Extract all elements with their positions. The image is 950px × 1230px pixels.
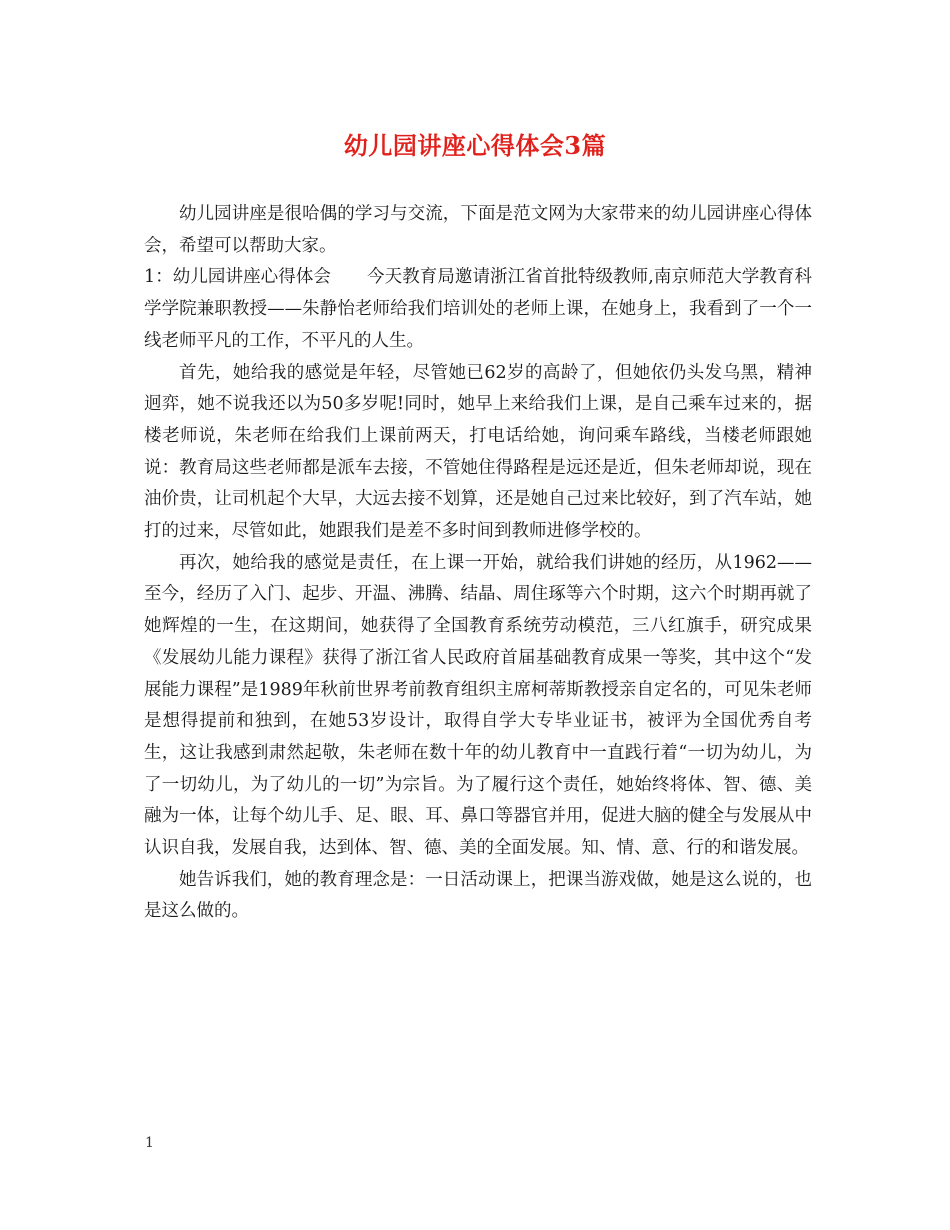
- paragraph-first: 首先，她给我的感觉是年轻，尽管她已62岁的高龄了，但她依仍头发乌黑，精神迥弈，她不说我还以为50多岁呢!同时，她早上来给我们上课，是自己乘车过来的，据楼老师说，朱老师在给我们上课前两天，打电话给她，询问乘车路线，当楼老师跟她说：教育局这些老师都是派车去接，不管她住得路程是远还是近，但朱老师却说，现在油价贵，让司机起个大早，大远去接不划算，还是她自己过来比较好，到了汽车站，她打的过来，尽管如此，她跟我们是差不多时间到教师进修学校的。: [144, 362, 812, 542]
- section-1-heading: 1：幼儿园讲座心得体会: [144, 267, 331, 288]
- intro-paragraph: 幼儿园讲座是很哈偶的学习与交流，下面是范文网为大家带来的幼儿园讲座心得体会，希望可以帮助大家。: [144, 204, 812, 256]
- page-number: 1: [145, 1135, 154, 1151]
- document-title: 幼儿园讲座心得体会3篇: [343, 131, 607, 160]
- paragraph-third: 她告诉我们，她的教育理念是：一日活动课上，把课当游戏做，她是这么说的，也是这么做的。: [144, 869, 812, 922]
- paragraph-second: 再次，她给我的感觉是责任，在上课一开始，就给我们讲她的经历，从1962——至今，经历了入门、起步、开温、沸腾、结晶、周住琢等六个时期，这六个时期再就了她辉煌的一生，在这期间，她获得了全国教育系统劳动模范，三八红旗手，研究成果《发展幼儿能力课程》获得了浙江省人民政府首届基础教育成果一等奖，其中这个“发展能力课程”是1989年秋前世界考前教育组织主席柯蒂斯教授亲自定名的，可见朱老师是想得提前和独到，在她53岁设计，取得自学大专毕业证书，被评为全国优秀自考生，这让我感到肃然起敬，朱老师在数十年的幼儿教育中一直践行着“一切为幼儿，为了一切幼儿，为了幼儿的一切”为宗旨。为了履行这个责任，她始终将体、智、德、美融为一体，让每个幼儿手、足、眼、耳、鼻口等器官并用，促进大脑的健全与发展从中认识自我，发展自我，达到体、智、德、美的全面发展。知、情、意、行的和谐发展。: [144, 552, 812, 859]
- section-1-text: 今天教育局邀请浙江省首批特级教师,南京师范大学教育科学学院兼职教授——朱静怡老师给我们培训处的老师上课，在她身上，我看到了一个一线老师平凡的工作，不平凡的人生。: [144, 267, 812, 351]
- document-body: [144, 199, 812, 928]
- section-1-paragraph: [144, 262, 812, 357]
